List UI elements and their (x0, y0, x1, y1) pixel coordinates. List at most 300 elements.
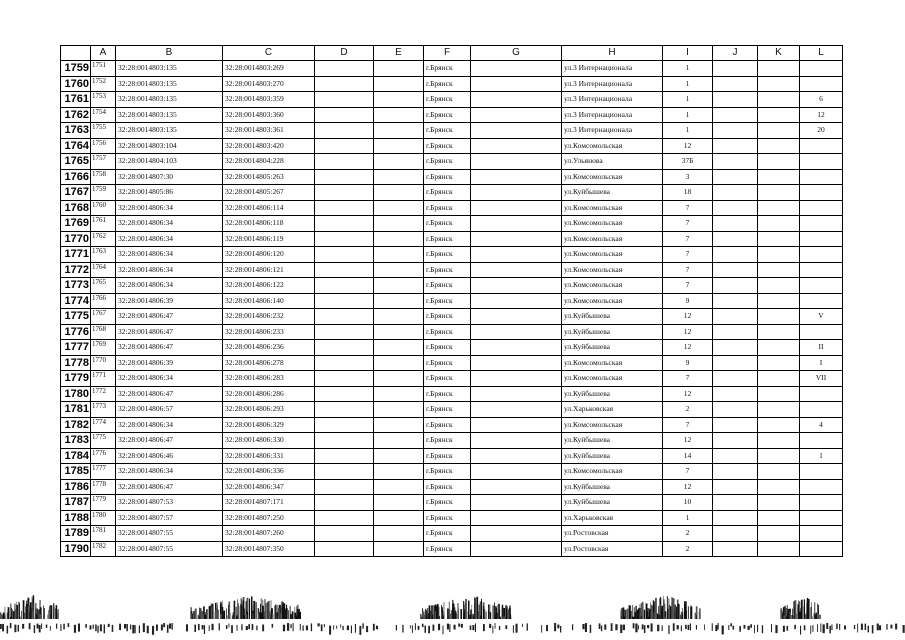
cell-l[interactable] (800, 495, 843, 511)
cell-g[interactable] (471, 154, 562, 170)
cell-k[interactable] (758, 107, 800, 123)
cell-j[interactable] (713, 169, 758, 185)
cell-i[interactable]: 12 (663, 309, 713, 325)
cell-g[interactable] (471, 371, 562, 387)
column-header-d[interactable]: D (315, 46, 374, 61)
cell-e[interactable] (374, 417, 424, 433)
row-number[interactable]: 1760 (61, 76, 91, 92)
cell-k[interactable] (758, 510, 800, 526)
cell-d[interactable] (315, 340, 374, 356)
column-header-i[interactable]: I (663, 46, 713, 61)
cell-g[interactable] (471, 417, 562, 433)
cell-g[interactable] (471, 247, 562, 263)
cell-a[interactable]: 1763 (91, 247, 116, 263)
row-number[interactable]: 1785 (61, 464, 91, 480)
cell-d[interactable] (315, 309, 374, 325)
cell-k[interactable] (758, 92, 800, 108)
row-number[interactable]: 1783 (61, 433, 91, 449)
cell-d[interactable] (315, 92, 374, 108)
cell-i[interactable]: 3 (663, 169, 713, 185)
cell-c[interactable]: 32:28:0014807:260 (223, 526, 315, 542)
row-number[interactable]: 1767 (61, 185, 91, 201)
cell-k[interactable] (758, 371, 800, 387)
row-number[interactable]: 1782 (61, 417, 91, 433)
cell-b[interactable]: 32:28:0014803:135 (116, 107, 223, 123)
cell-j[interactable] (713, 479, 758, 495)
cell-k[interactable] (758, 526, 800, 542)
cell-j[interactable] (713, 417, 758, 433)
cell-c[interactable]: 32:28:0014806:122 (223, 278, 315, 294)
cell-j[interactable] (713, 76, 758, 92)
cell-j[interactable] (713, 247, 758, 263)
cell-e[interactable] (374, 169, 424, 185)
cell-c[interactable]: 32:28:0014803:359 (223, 92, 315, 108)
cell-d[interactable] (315, 107, 374, 123)
cell-f[interactable]: г.Брянск (424, 464, 471, 480)
cell-d[interactable] (315, 169, 374, 185)
cell-h[interactable]: ул.Куйбышева (562, 309, 663, 325)
cell-a[interactable]: 1766 (91, 293, 116, 309)
cell-l[interactable] (800, 154, 843, 170)
cell-c[interactable]: 32:28:0014806:233 (223, 324, 315, 340)
cell-k[interactable] (758, 386, 800, 402)
cell-k[interactable] (758, 76, 800, 92)
row-number[interactable]: 1761 (61, 92, 91, 108)
cell-d[interactable] (315, 386, 374, 402)
cell-a[interactable]: 1764 (91, 262, 116, 278)
cell-k[interactable] (758, 324, 800, 340)
cell-l[interactable] (800, 138, 843, 154)
cell-f[interactable]: г.Брянск (424, 340, 471, 356)
cell-j[interactable] (713, 185, 758, 201)
row-number[interactable]: 1777 (61, 340, 91, 356)
cell-j[interactable] (713, 433, 758, 449)
cell-k[interactable] (758, 402, 800, 418)
column-header-h[interactable]: H (562, 46, 663, 61)
cell-c[interactable]: 32:28:0014807:171 (223, 495, 315, 511)
cell-j[interactable] (713, 495, 758, 511)
cell-g[interactable] (471, 309, 562, 325)
cell-d[interactable] (315, 138, 374, 154)
cell-a[interactable]: 1770 (91, 355, 116, 371)
cell-f[interactable]: г.Брянск (424, 510, 471, 526)
cell-k[interactable] (758, 138, 800, 154)
cell-g[interactable] (471, 231, 562, 247)
cell-f[interactable]: г.Брянск (424, 247, 471, 263)
cell-e[interactable] (374, 123, 424, 139)
cell-h[interactable]: ул.Комсомольская (562, 138, 663, 154)
cell-c[interactable]: 32:28:0014806:347 (223, 479, 315, 495)
cell-d[interactable] (315, 200, 374, 216)
cell-b[interactable]: 32:28:0014803:135 (116, 76, 223, 92)
column-header-b[interactable]: B (116, 46, 223, 61)
cell-i[interactable]: 7 (663, 231, 713, 247)
cell-g[interactable] (471, 495, 562, 511)
cell-e[interactable] (374, 231, 424, 247)
cell-b[interactable]: 32:28:0014807:55 (116, 526, 223, 542)
cell-e[interactable] (374, 448, 424, 464)
cell-h[interactable]: ул.Харьковская (562, 510, 663, 526)
cell-d[interactable] (315, 510, 374, 526)
cell-c[interactable]: 32:28:0014803:360 (223, 107, 315, 123)
cell-k[interactable] (758, 169, 800, 185)
cell-k[interactable] (758, 154, 800, 170)
cell-j[interactable] (713, 107, 758, 123)
cell-c[interactable]: 32:28:0014805:263 (223, 169, 315, 185)
column-header-l[interactable]: L (800, 46, 843, 61)
cell-c[interactable]: 32:28:0014804:228 (223, 154, 315, 170)
cell-i[interactable]: 1 (663, 510, 713, 526)
cell-a[interactable]: 1767 (91, 309, 116, 325)
cell-b[interactable]: 32:28:0014806:34 (116, 464, 223, 480)
cell-l[interactable] (800, 231, 843, 247)
column-header-e[interactable]: E (374, 46, 424, 61)
cell-a[interactable]: 1772 (91, 386, 116, 402)
cell-i[interactable]: 10 (663, 495, 713, 511)
cell-l[interactable] (800, 526, 843, 542)
cell-b[interactable]: 32:28:0014803:135 (116, 61, 223, 77)
cell-b[interactable]: 32:28:0014806:39 (116, 355, 223, 371)
cell-h[interactable]: ул.3 Интернационала (562, 123, 663, 139)
cell-b[interactable]: 32:28:0014803:135 (116, 123, 223, 139)
cell-d[interactable] (315, 247, 374, 263)
cell-g[interactable] (471, 479, 562, 495)
cell-d[interactable] (315, 76, 374, 92)
cell-e[interactable] (374, 138, 424, 154)
cell-l[interactable] (800, 200, 843, 216)
cell-j[interactable] (713, 216, 758, 232)
cell-k[interactable] (758, 433, 800, 449)
cell-a[interactable]: 1773 (91, 402, 116, 418)
cell-e[interactable] (374, 247, 424, 263)
cell-c[interactable]: 32:28:0014806:331 (223, 448, 315, 464)
cell-b[interactable]: 32:28:0014806:57 (116, 402, 223, 418)
cell-k[interactable] (758, 355, 800, 371)
cell-d[interactable] (315, 495, 374, 511)
cell-j[interactable] (713, 293, 758, 309)
cell-b[interactable]: 32:28:0014806:47 (116, 340, 223, 356)
row-number[interactable]: 1769 (61, 216, 91, 232)
cell-d[interactable] (315, 123, 374, 139)
cell-j[interactable] (713, 61, 758, 77)
cell-h[interactable]: ул.3 Интернационала (562, 76, 663, 92)
cell-b[interactable]: 32:28:0014806:34 (116, 371, 223, 387)
cell-b[interactable]: 32:28:0014807:55 (116, 541, 223, 557)
cell-l[interactable]: 1 (800, 448, 843, 464)
cell-d[interactable] (315, 278, 374, 294)
cell-k[interactable] (758, 541, 800, 557)
row-number[interactable]: 1781 (61, 402, 91, 418)
cell-h[interactable]: ул.Куйбышева (562, 448, 663, 464)
cell-k[interactable] (758, 417, 800, 433)
cell-c[interactable]: 32:28:0014803:269 (223, 61, 315, 77)
cell-i[interactable]: 12 (663, 340, 713, 356)
cell-f[interactable]: г.Брянск (424, 138, 471, 154)
cell-l[interactable] (800, 278, 843, 294)
cell-a[interactable]: 1776 (91, 448, 116, 464)
cell-a[interactable]: 1754 (91, 107, 116, 123)
cell-k[interactable] (758, 216, 800, 232)
row-number[interactable]: 1762 (61, 107, 91, 123)
cell-b[interactable]: 32:28:0014806:34 (116, 200, 223, 216)
row-number[interactable]: 1764 (61, 138, 91, 154)
cell-f[interactable]: г.Брянск (424, 355, 471, 371)
cell-a[interactable]: 1752 (91, 76, 116, 92)
cell-h[interactable]: ул.Ростовская (562, 541, 663, 557)
row-number[interactable]: 1774 (61, 293, 91, 309)
cell-e[interactable] (374, 433, 424, 449)
cell-b[interactable]: 32:28:0014806:47 (116, 386, 223, 402)
cell-f[interactable]: г.Брянск (424, 402, 471, 418)
cell-d[interactable] (315, 154, 374, 170)
cell-d[interactable] (315, 185, 374, 201)
cell-e[interactable] (374, 510, 424, 526)
cell-b[interactable]: 32:28:0014806:47 (116, 309, 223, 325)
cell-l[interactable]: I (800, 355, 843, 371)
row-number[interactable]: 1771 (61, 247, 91, 263)
cell-k[interactable] (758, 247, 800, 263)
cell-k[interactable] (758, 278, 800, 294)
row-number[interactable]: 1786 (61, 479, 91, 495)
cell-c[interactable]: 32:28:0014806:120 (223, 247, 315, 263)
cell-c[interactable]: 32:28:0014806:286 (223, 386, 315, 402)
row-number[interactable]: 1778 (61, 355, 91, 371)
cell-k[interactable] (758, 200, 800, 216)
cell-e[interactable] (374, 526, 424, 542)
cell-l[interactable] (800, 402, 843, 418)
cell-a[interactable]: 1758 (91, 169, 116, 185)
cell-a[interactable]: 1755 (91, 123, 116, 139)
cell-c[interactable]: 32:28:0014806:278 (223, 355, 315, 371)
column-header-k[interactable]: K (758, 46, 800, 61)
cell-h[interactable]: ул.Куйбышева (562, 340, 663, 356)
cell-c[interactable]: 32:28:0014806:118 (223, 216, 315, 232)
cell-a[interactable]: 1759 (91, 185, 116, 201)
cell-h[interactable]: ул.Комсомольская (562, 278, 663, 294)
cell-a[interactable]: 1761 (91, 216, 116, 232)
cell-b[interactable]: 32:28:0014806:47 (116, 433, 223, 449)
cell-h[interactable]: ул.Ростовская (562, 526, 663, 542)
cell-b[interactable]: 32:28:0014806:39 (116, 293, 223, 309)
cell-d[interactable] (315, 402, 374, 418)
cell-c[interactable]: 32:28:0014803:420 (223, 138, 315, 154)
cell-e[interactable] (374, 61, 424, 77)
cell-a[interactable]: 1769 (91, 340, 116, 356)
cell-d[interactable] (315, 371, 374, 387)
cell-l[interactable] (800, 216, 843, 232)
cell-j[interactable] (713, 526, 758, 542)
cell-g[interactable] (471, 138, 562, 154)
cell-d[interactable] (315, 355, 374, 371)
cell-c[interactable]: 32:28:0014805:267 (223, 185, 315, 201)
cell-a[interactable]: 1771 (91, 371, 116, 387)
cell-i[interactable]: 2 (663, 402, 713, 418)
cell-j[interactable] (713, 355, 758, 371)
cell-a[interactable]: 1751 (91, 61, 116, 77)
cell-h[interactable]: ул.Харьковская (562, 402, 663, 418)
cell-l[interactable] (800, 324, 843, 340)
corner-cell[interactable] (61, 46, 91, 61)
cell-d[interactable] (315, 216, 374, 232)
cell-f[interactable]: г.Брянск (424, 185, 471, 201)
cell-i[interactable]: 37Б (663, 154, 713, 170)
cell-k[interactable] (758, 309, 800, 325)
cell-g[interactable] (471, 433, 562, 449)
cell-b[interactable]: 32:28:0014806:46 (116, 448, 223, 464)
row-number[interactable]: 1776 (61, 324, 91, 340)
cell-i[interactable]: 12 (663, 386, 713, 402)
cell-i[interactable]: 12 (663, 324, 713, 340)
cell-l[interactable] (800, 464, 843, 480)
cell-d[interactable] (315, 479, 374, 495)
cell-a[interactable]: 1774 (91, 417, 116, 433)
cell-j[interactable] (713, 371, 758, 387)
cell-g[interactable] (471, 402, 562, 418)
cell-e[interactable] (374, 495, 424, 511)
cell-c[interactable]: 32:28:0014806:293 (223, 402, 315, 418)
cell-h[interactable]: ул.Куйбышева (562, 495, 663, 511)
cell-e[interactable] (374, 324, 424, 340)
cell-a[interactable]: 1762 (91, 231, 116, 247)
cell-b[interactable]: 32:28:0014805:86 (116, 185, 223, 201)
cell-j[interactable] (713, 154, 758, 170)
cell-l[interactable]: 6 (800, 92, 843, 108)
cell-j[interactable] (713, 541, 758, 557)
cell-a[interactable]: 1756 (91, 138, 116, 154)
cell-d[interactable] (315, 262, 374, 278)
cell-e[interactable] (374, 371, 424, 387)
cell-i[interactable]: 7 (663, 200, 713, 216)
cell-h[interactable]: ул.3 Интернационала (562, 61, 663, 77)
cell-l[interactable] (800, 433, 843, 449)
cell-c[interactable]: 32:28:0014806:119 (223, 231, 315, 247)
cell-j[interactable] (713, 340, 758, 356)
cell-l[interactable] (800, 510, 843, 526)
cell-i[interactable]: 7 (663, 371, 713, 387)
cell-l[interactable]: VII (800, 371, 843, 387)
cell-f[interactable]: г.Брянск (424, 324, 471, 340)
cell-b[interactable]: 32:28:0014807:53 (116, 495, 223, 511)
cell-d[interactable] (315, 464, 374, 480)
cell-f[interactable]: г.Брянск (424, 479, 471, 495)
cell-d[interactable] (315, 417, 374, 433)
cell-l[interactable] (800, 247, 843, 263)
cell-e[interactable] (374, 185, 424, 201)
row-number[interactable]: 1790 (61, 541, 91, 557)
cell-j[interactable] (713, 92, 758, 108)
cell-j[interactable] (713, 464, 758, 480)
cell-b[interactable]: 32:28:0014806:34 (116, 216, 223, 232)
cell-f[interactable]: г.Брянск (424, 371, 471, 387)
cell-f[interactable]: г.Брянск (424, 448, 471, 464)
cell-h[interactable]: ул.Куйбышева (562, 386, 663, 402)
cell-e[interactable] (374, 278, 424, 294)
cell-e[interactable] (374, 216, 424, 232)
cell-f[interactable]: г.Брянск (424, 61, 471, 77)
cell-h[interactable]: ул.Куйбышева (562, 324, 663, 340)
cell-i[interactable]: 7 (663, 247, 713, 263)
cell-c[interactable]: 32:28:0014806:236 (223, 340, 315, 356)
cell-g[interactable] (471, 293, 562, 309)
cell-c[interactable]: 32:28:0014807:250 (223, 510, 315, 526)
cell-a[interactable]: 1765 (91, 278, 116, 294)
cell-e[interactable] (374, 107, 424, 123)
row-number[interactable]: 1788 (61, 510, 91, 526)
cell-c[interactable]: 32:28:0014806:336 (223, 464, 315, 480)
cell-i[interactable]: 7 (663, 216, 713, 232)
cell-f[interactable]: г.Брянск (424, 200, 471, 216)
row-number[interactable]: 1759 (61, 61, 91, 77)
cell-h[interactable]: ул.Комсомольская (562, 200, 663, 216)
cell-h[interactable]: ул.Комсомольская (562, 262, 663, 278)
cell-b[interactable]: 32:28:0014806:34 (116, 231, 223, 247)
cell-j[interactable] (713, 262, 758, 278)
cell-a[interactable]: 1782 (91, 541, 116, 557)
cell-k[interactable] (758, 495, 800, 511)
cell-l[interactable] (800, 185, 843, 201)
row-number[interactable]: 1779 (61, 371, 91, 387)
cell-e[interactable] (374, 386, 424, 402)
cell-a[interactable]: 1778 (91, 479, 116, 495)
cell-j[interactable] (713, 278, 758, 294)
cell-i[interactable]: 18 (663, 185, 713, 201)
cell-c[interactable]: 32:28:0014803:361 (223, 123, 315, 139)
row-number[interactable]: 1787 (61, 495, 91, 511)
column-header-g[interactable]: G (471, 46, 562, 61)
cell-k[interactable] (758, 61, 800, 77)
cell-e[interactable] (374, 479, 424, 495)
cell-h[interactable]: ул.Комсомольская (562, 231, 663, 247)
cell-d[interactable] (315, 61, 374, 77)
cell-b[interactable]: 32:28:0014806:47 (116, 324, 223, 340)
cell-j[interactable] (713, 402, 758, 418)
cell-d[interactable] (315, 324, 374, 340)
cell-g[interactable] (471, 76, 562, 92)
cell-l[interactable]: V (800, 309, 843, 325)
cell-i[interactable]: 9 (663, 293, 713, 309)
cell-d[interactable] (315, 448, 374, 464)
cell-f[interactable]: г.Брянск (424, 541, 471, 557)
row-number[interactable]: 1775 (61, 309, 91, 325)
cell-b[interactable]: 32:28:0014807:57 (116, 510, 223, 526)
cell-f[interactable]: г.Брянск (424, 76, 471, 92)
cell-k[interactable] (758, 464, 800, 480)
cell-i[interactable]: 1 (663, 123, 713, 139)
cell-b[interactable]: 32:28:0014803:104 (116, 138, 223, 154)
cell-g[interactable] (471, 324, 562, 340)
cell-g[interactable] (471, 464, 562, 480)
cell-f[interactable]: г.Брянск (424, 278, 471, 294)
cell-f[interactable]: г.Брянск (424, 495, 471, 511)
cell-c[interactable]: 32:28:0014803:270 (223, 76, 315, 92)
cell-g[interactable] (471, 510, 562, 526)
cell-g[interactable] (471, 355, 562, 371)
cell-j[interactable] (713, 386, 758, 402)
cell-g[interactable] (471, 278, 562, 294)
cell-b[interactable]: 32:28:0014806:34 (116, 262, 223, 278)
cell-j[interactable] (713, 324, 758, 340)
cell-j[interactable] (713, 309, 758, 325)
cell-b[interactable]: 32:28:0014806:34 (116, 278, 223, 294)
cell-j[interactable] (713, 510, 758, 526)
cell-f[interactable]: г.Брянск (424, 526, 471, 542)
cell-g[interactable] (471, 123, 562, 139)
cell-l[interactable] (800, 61, 843, 77)
cell-i[interactable]: 12 (663, 479, 713, 495)
cell-h[interactable]: ул.Комсомольская (562, 293, 663, 309)
cell-f[interactable]: г.Брянск (424, 417, 471, 433)
cell-g[interactable] (471, 526, 562, 542)
